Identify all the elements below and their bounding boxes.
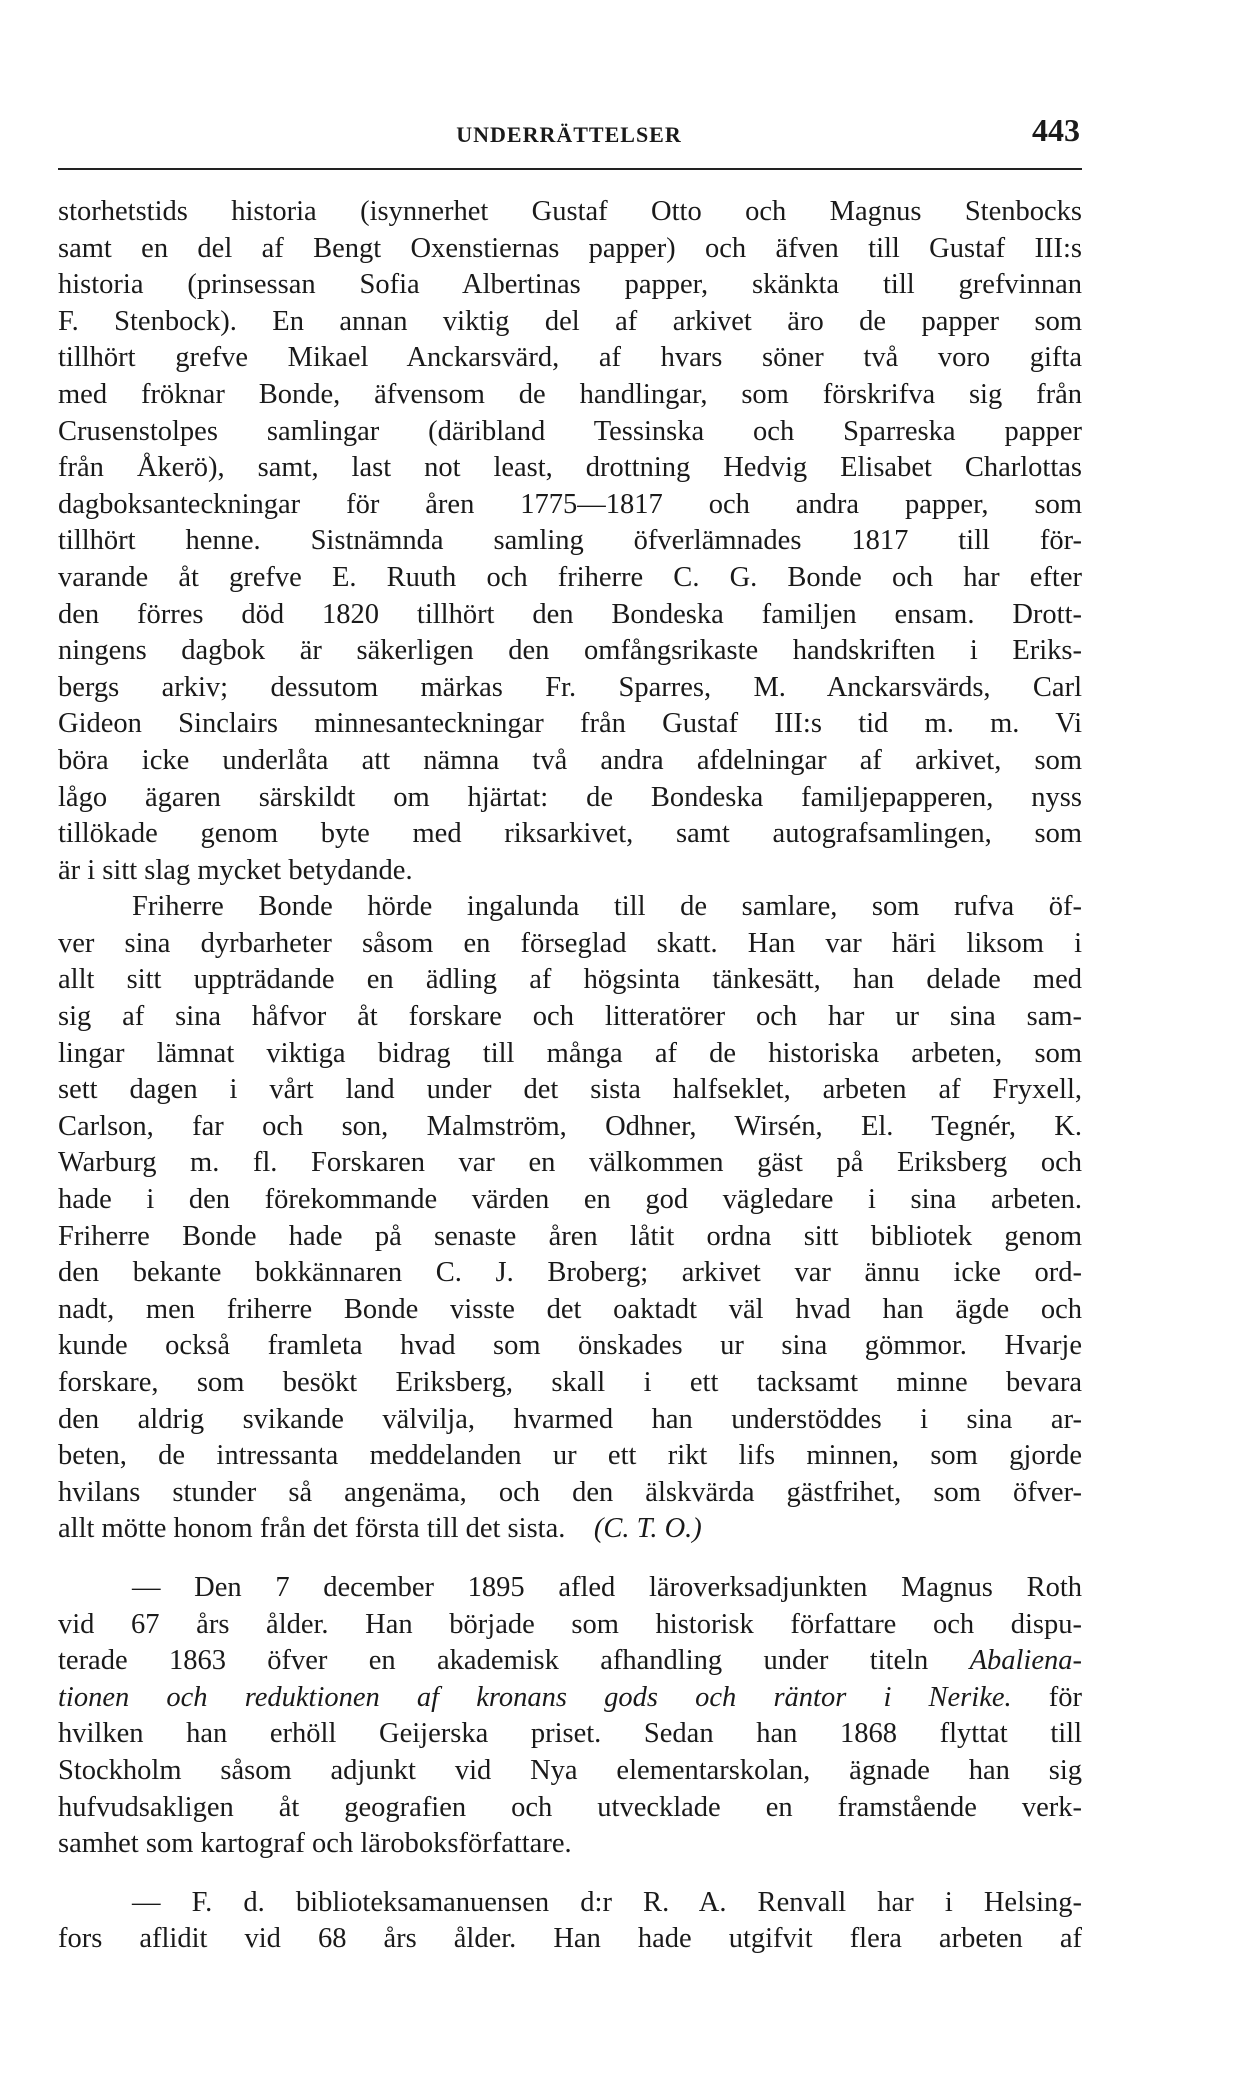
closing-sentence: allt mötte honom från det första till det sista. bbox=[58, 1513, 566, 1545]
paragraph-obituary-roth bbox=[58, 1570, 1082, 1863]
text-line: forskare, som besökt Eriksberg, skall i ett tacksamt minne bevara bbox=[58, 1367, 1082, 1398]
dissertation-title-part: Abaliena- bbox=[969, 1645, 1082, 1677]
text-line: den bekante bokkännaren C. J. Broberg; arkivet var ännu icke ord- bbox=[58, 1257, 1082, 1289]
obituary-line bbox=[58, 1680, 1082, 1717]
text-line: allt sitt uppträdande en ädling af högsinta tänkesätt, han delade med bbox=[58, 964, 1082, 996]
obituary-line: hufvudsakligen åt geografien och utvecklade en framstående verk- bbox=[58, 1791, 1082, 1823]
running-title: UNDERRÄTTELSER bbox=[456, 122, 682, 147]
text-line: historia (prinsessan Sofia Albertinas papper, skänkta till grefvinnan bbox=[58, 269, 1082, 301]
text-line: tillhört henne. Sistnämnda samling öfverlämnades 1817 till för- bbox=[58, 525, 1082, 557]
author-signature: (C. T. O.) bbox=[593, 1513, 702, 1545]
text-line: Crusenstolpes samlingar (däribland Tessinska och Sparreska papper bbox=[58, 415, 1082, 447]
text-line: Friherre Bonde hörde ingalunda till de samlare, som rufva öf- bbox=[132, 891, 1082, 923]
text-line: Gideon Sinclairs minnesanteckningar från Gustaf III:s tid m. m. Vi bbox=[58, 708, 1082, 740]
text-line: är i sitt slag mycket betydande. bbox=[58, 854, 413, 886]
text-line: varande åt grefve E. Ruuth och friherre C. G. Bonde och har efter bbox=[58, 561, 1082, 593]
paragraph-gap bbox=[58, 1863, 1082, 1885]
text-line: sig af sina håfvor åt forskare och litteratörer och har ur sina sam- bbox=[58, 1001, 1082, 1033]
text-line: kunde också framleta hvad som önskades ur sina gömmor. Hvarje bbox=[58, 1330, 1082, 1362]
text-line: hvilans stunder så angenäma, och den älskvärda gästfrihet, som öfver- bbox=[58, 1476, 1082, 1508]
obituary-line bbox=[58, 1643, 1082, 1680]
text-line: tillhört grefve Mikael Anckarsvärd, af hvars söner två voro gifta bbox=[58, 342, 1082, 374]
header-rule bbox=[58, 168, 1082, 170]
obituary-line: — F. d. biblioteksamanuensen d:r R. A. Renvall har i Helsing- bbox=[132, 1886, 1082, 1918]
paragraph-obituary-renvall bbox=[58, 1885, 1082, 1958]
text-line: nadt, men friherre Bonde visste det oaktadt väl hvad han ägde och bbox=[58, 1293, 1082, 1325]
obituary-text: terade 1863 öfver en akademisk afhandling under titeln bbox=[58, 1645, 970, 1677]
text-line: med fröknar Bonde, äfvensom de handlingar, som förskrifva sig från bbox=[58, 378, 1082, 410]
obituary-line: — Den 7 december 1895 afled läroverksadjunkten Magnus Roth bbox=[132, 1571, 1082, 1603]
text-line: hade i den förekommande värden en god vägledare i sina arbeten. bbox=[58, 1184, 1082, 1216]
text-line: samt en del af Bengt Oxenstiernas papper) och äfven till Gustaf III:s bbox=[58, 232, 1082, 264]
text-line: tillökade genom byte med riksarkivet, samt autografsamlingen, som bbox=[58, 818, 1082, 850]
text-line: från Åkerö), samt, last not least, drottning Hedvig Elisabet Charlottas bbox=[58, 452, 1082, 484]
text-line: ningens dagbok är säkerligen den omfångsrikaste handskriften i Eriks- bbox=[58, 635, 1082, 667]
text-line: den förres död 1820 tillhört den Bondeska familjen ensam. Drott- bbox=[58, 598, 1082, 630]
obituary-line: samhet som kartograf och läroboksförfattare. bbox=[58, 1828, 572, 1860]
text-line: F. Stenbock). En annan viktig del af arkivet äro de papper som bbox=[58, 305, 1082, 337]
paragraph-gap bbox=[58, 1548, 1082, 1570]
text-line: Warburg m. fl. Forskaren var en välkommen gäst på Eriksberg och bbox=[58, 1147, 1082, 1179]
text-line: lingar lämnat viktiga bidrag till många af de historiska arbeten, som bbox=[58, 1037, 1082, 1069]
text-line: ver sina dyrbarheter såsom en förseglad skatt. Han var häri liksom i bbox=[58, 927, 1082, 959]
obituary-text: för bbox=[1011, 1681, 1083, 1713]
text-line: storhetstids historia (isynnerhet Gustaf Otto och Magnus Stenbocks bbox=[58, 196, 1082, 227]
paragraph-archive-contents bbox=[58, 194, 1082, 889]
text-line: bergs arkiv; dessutom märkas Fr. Sparres, M. Anckarsvärds, Carl bbox=[58, 671, 1082, 703]
text-line: lågo ägaren särskildt om hjärtat: de Bondeska familjepapperen, nyss bbox=[58, 781, 1082, 813]
text-line: dagboksanteckningar för åren 1775—1817 och andra papper, som bbox=[58, 488, 1082, 520]
obituary-line: hvilken han erhöll Geijerska priset. Sedan han 1868 flyttat till bbox=[58, 1718, 1082, 1750]
dissertation-title-part: tionen och reduktionen af kronans gods och räntor i Nerike. bbox=[58, 1681, 1012, 1713]
page-header bbox=[58, 112, 1080, 156]
text-line: Carlson, far och son, Malmström, Odhner, Wirsén, El. Tegnér, K. bbox=[58, 1110, 1082, 1142]
text-line: beten, de intressanta meddelanden ur ett rikt lifs minnen, som gjorde bbox=[58, 1440, 1082, 1472]
body-text bbox=[58, 194, 1082, 1958]
text-line: Friherre Bonde hade på senaste åren låtit ordna sitt bibliotek genom bbox=[58, 1220, 1082, 1252]
obituary-line: Stockholm såsom adjunkt vid Nya elementarskolan, ägnade han sig bbox=[58, 1754, 1082, 1786]
obituary-line: fors aflidit vid 68 års ålder. Han hade utgifvit flera arbeten af bbox=[58, 1923, 1082, 1955]
page-number: 443 bbox=[1032, 112, 1080, 148]
text-line: den aldrig svikande välvilja, hvarmed han understöddes i sina ar- bbox=[58, 1403, 1082, 1435]
text-line: böra icke underlåta att nämna två andra afdelningar af arkivet, som bbox=[58, 744, 1082, 776]
paragraph-bonde-tribute bbox=[58, 889, 1082, 1511]
paragraph-closing-line bbox=[58, 1511, 1082, 1548]
text-line: sett dagen i vårt land under det sista halfseklet, arbeten af Fryxell, bbox=[58, 1074, 1082, 1106]
obituary-line: vid 67 års ålder. Han började som historisk författare och dispu- bbox=[58, 1608, 1082, 1640]
